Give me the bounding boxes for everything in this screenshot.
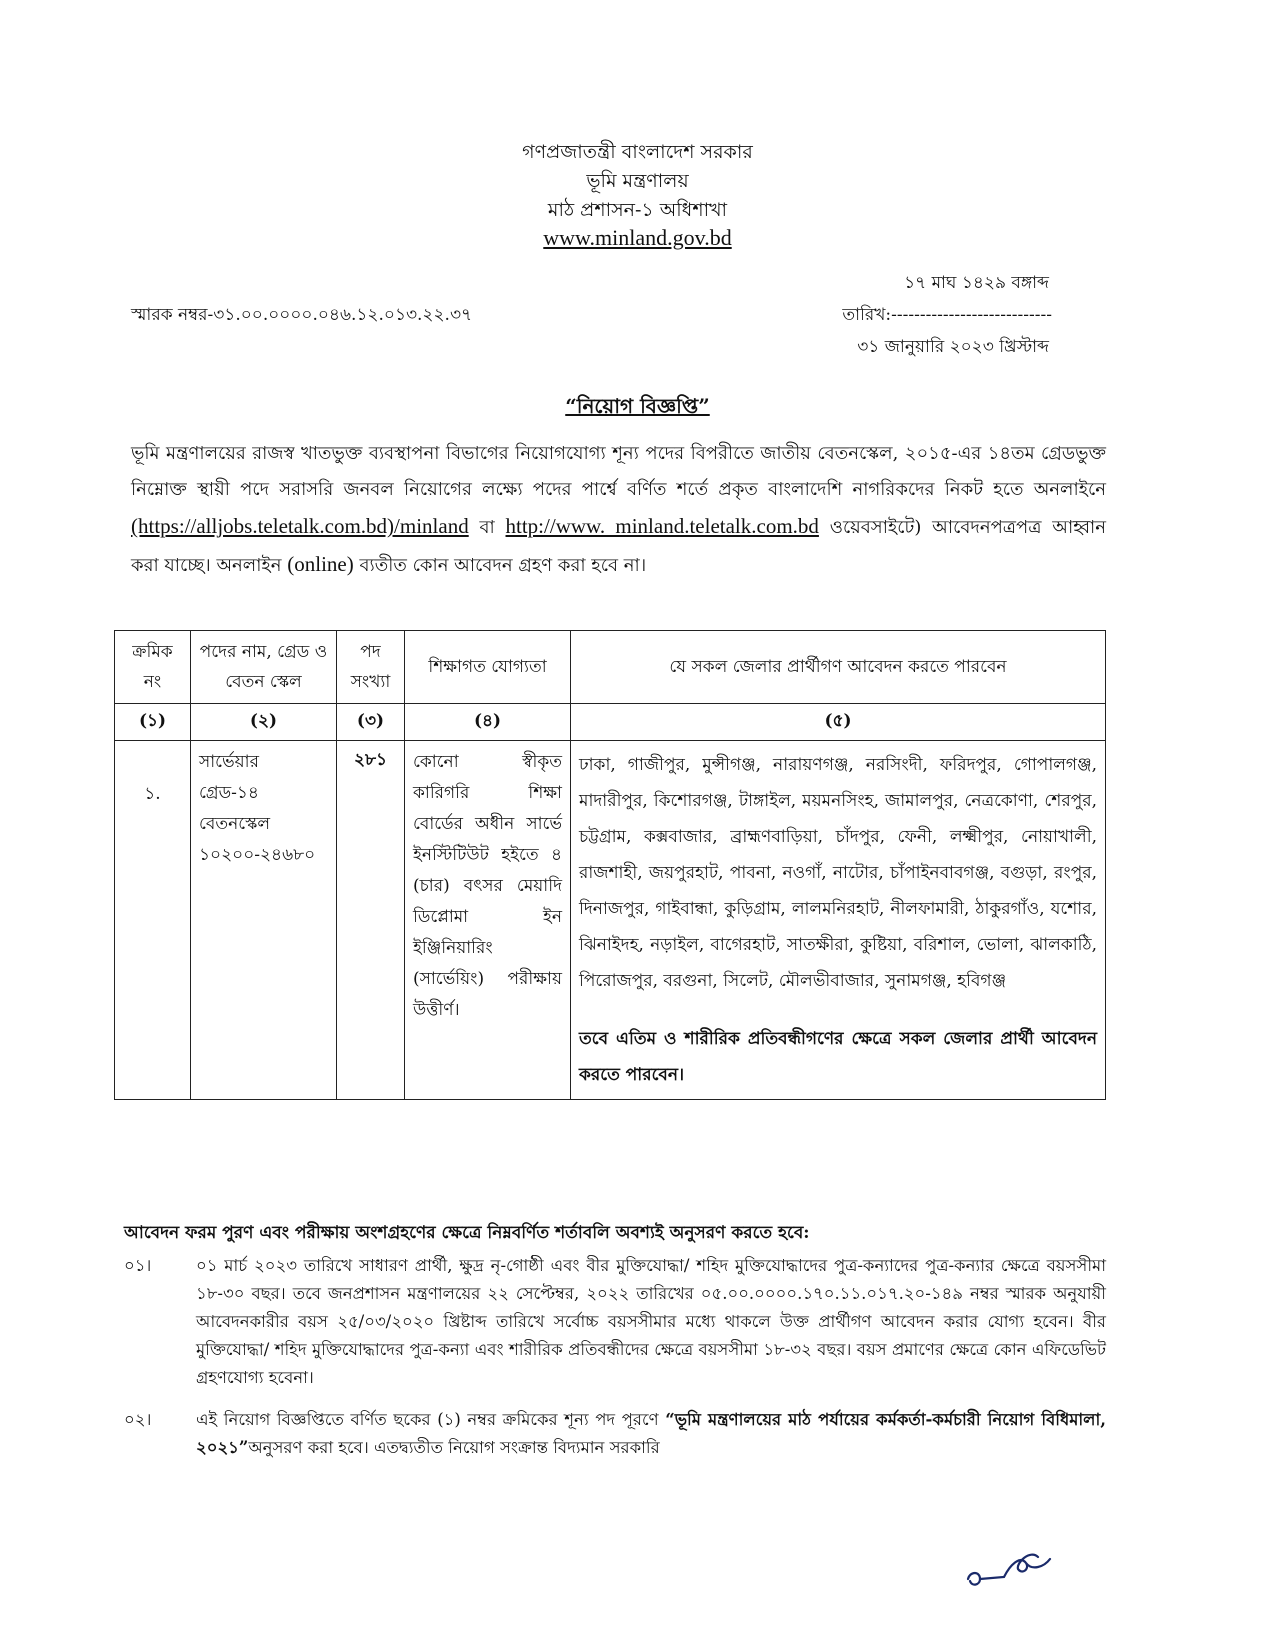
row-qualification: কোনো স্বীকৃত কারিগরি শিক্ষা বোর্ডের অধীন সার্ভে ইনস্টিটিউট হইতে ৪ (চার) বৎসর মেয়াদি ডিপ্লোমা ইন ইঞ্জিনিয়ারিং (সার্ভেয়িং) পরীক্ষায় উত্তীর্ণ। [405,741,571,1100]
header-qualification: শিক্ষাগত যোগ্যতা [405,631,571,704]
header-count: পদ সংখ্যা [337,631,405,704]
alljobs-link[interactable]: (https://alljobs.teletalk.com.bd)/minland [131,514,469,538]
notice-title: “নিয়োগ বিজ্ঞপ্তি” [565,394,710,418]
table-header-row [115,631,1106,704]
ministry-name: ভূমি মন্ত্রণালয় [586,170,689,192]
district-note: তবে এতিম ও শারীরিক প্রতিবন্ধীগণের ক্ষেত্রে সকল জেলার প্রার্থী আবেদন করতে পারবেন। [579,1029,1097,1085]
row-serial: ১. [115,741,191,1100]
ministry-website-link[interactable]: www.minland.gov.bd [543,225,732,250]
condition-item-2 [124,1406,1106,1462]
intro-paragraph: ভূমি মন্ত্রণালয়ের রাজস্ব খাতভুক্ত ব্যবস্থাপনা বিভাগের নিয়োগযোগ্য শূন্য পদের বিপরীতে জাতীয় বেতনস্কেল, ২০১৫-এর ১৪তম গ্রেডভুক্ত নিম্নোক্ত স্থায়ী পদে সরাসরি জনবল নিয়োগের লক্ষ্যে পদের পার্শ্বে বর্ণিত শর্তে প্রকৃত বাংলাদেশি নাগরিকদের নিকট হতে অনলাইনে (https://alljobs.teletalk.com.bd)/minland বা http://www. minland.teletalk.com.bd ওয়েবসাইটে) আবেদনপত্রপত্র আহ্বান করা যাচ্ছে। অনলাইন (online) ব্যতীত কোন আবেদন গ্রহণ করা হবে না। [131,443,1107,576]
condition-text: এই নিয়োগ বিজ্ঞপ্তিতে বর্ণিত ছকের (১) নম্বর ক্রমিকের শূন্য পদ পূরণে “ভূমি মন্ত্রণালয়ের মাঠ পর্যায়ের কর্মকর্তা-কর্মচারী নিয়োগ বিধিমালা, ২০২১”অনুসরণ করা হবে। এতদ্ব্যতীত নিয়োগ সংক্রান্ত বিদ্যমান সরকারি [196,1410,1106,1457]
table-row [115,741,1106,1100]
letterhead [0,138,1275,251]
post-scale: ১০২০০-২৪৬৮০ [199,845,316,865]
column-number-row: (১) (২) (৩) (৪) (৫) [115,704,1106,741]
header-serial: ক্রমিক নং [115,631,191,704]
condition-number: ০১। [124,1256,152,1275]
date-label: তারিখ:---------------------------- [842,305,1052,325]
header-districts: যে সকল জেলার প্রার্থীগণ আবেদন করতে পারবেন [571,631,1106,704]
date-english: ৩১ জানুয়ারি ২০২৩ খ্রিস্টাব্দ [857,337,1049,357]
row-post [191,741,337,1100]
post-scale-label: বেতনস্কেল [199,814,271,834]
condition-number: ০২। [124,1410,152,1429]
post-grade: গ্রেড-১৪ [199,783,259,803]
row-count: ২৮১ [337,741,405,1100]
post-name: সার্ভেয়ার [199,752,259,772]
date-bangla: ১৭ মাঘ ১৪২৯ বঙ্গাব্দ [904,273,1049,293]
memo-number: স্মারক নম্বর-৩১.০০.০০০০.০৪৬.১২.০১৩.২২.৩৭ [131,305,473,325]
condition-text: ০১ মার্চ ২০২৩ তারিখে সাধারণ প্রার্থী, ক্ষুদ্র নৃ-গোষ্ঠী এবং বীর মুক্তিযোদ্ধা/ শহিদ মুক্তিযোদ্ধাদের পুত্র-কন্যাদের পুত্র-কন্যার ক্ষেত্রে বয়সসীমা ১৮-৩০ বছর। তবে জনপ্রশাসন মন্ত্রণালয়ের ২২ সেপ্টেম্বর, ২০২২ তারিখের ০৫.০০.০০০০.১৭০.১১.০১৭.২০-১৪৯ নম্বর স্মারক অনুযায়ী আবেদনকারীর বয়স ২৫/০৩/২০২০ খ্রিষ্টাব্দ তারিখে সর্বোচ্চ বয়সসীমার মধ্যে থাকলে উক্ত প্রার্থীগণ আবেদন করার যোগ্য হবেন। বীর মুক্তিযোদ্ধা/ শহিদ মুক্তিযোদ্ধাদের পুত্র-কন্যা এবং শারীরিক প্রতিবন্ধীদের ক্ষেত্রে বয়সসীমা ১৮-৩২ বছর। বয়স প্রমাণের ক্ষেত্রে কোন এফিডেভিট গ্রহণযোগ্য হবেনা। [196,1256,1106,1387]
branch-name: মাঠ প্রশাসন-১ অধিশাখা [547,199,728,221]
conditions-heading: আবেদন ফরম পুরণ এবং পরীক্ষায় অংশগ্রহণের ক্ষেত্রে নিম্নবর্ণিত শর্তাবলি অবশ্যই অনুসরণ করতে হবে: [124,1223,810,1243]
header-post: পদের নাম, গ্রেড ও বেতন স্কেল [191,631,337,704]
condition-item-1 [124,1252,1106,1392]
teletalk-link[interactable]: http://www. minland.teletalk.com.bd [505,514,819,538]
district-list: ঢাকা, গাজীপুর, মুন্সীগঞ্জ, নারায়ণগঞ্জ, নরসিংদী, ফরিদপুর, গোপালগঞ্জ, মাদারীপুর, কিশোরগঞ্জ, টাঙ্গাইল, ময়মনসিংহ, জামালপুর, নেত্রকোণা, শেরপুর, চট্টগ্রাম, কক্সবাজার, ব্রাহ্মণবাড়িয়া, চাঁদপুর, ফেনী, লক্ষ্মীপুর, নোয়াখালী, রাজশাহী, জয়পুরহাট, পাবনা, নওগাঁ, নাটোর, চাঁপাইনবাবগঞ্জ, বগুড়া, রংপুর, দিনাজপুর, গাইবান্ধা, কুড়িগ্রাম, লালমনিরহাট, নীলফামারী, ঠাকুরগাঁও, যশোর, ঝিনাইদহ, নড়াইল, বাগেরহাট, সাতক্ষীরা, কুষ্টিয়া, বরিশাল, ভোলা, ঝালকাঠি, পিরোজপুর, বরগুনা, সিলেট, মৌলভীবাজার, সুনামগঞ্জ, হবিগঞ্জ [579,755,1097,991]
signature-mark [960,1535,1070,1595]
vacancy-table [114,630,1106,1100]
row-districts [571,741,1106,1100]
government-name: গণপ্রজাতন্ত্রী বাংলাদেশ সরকার [522,141,753,163]
